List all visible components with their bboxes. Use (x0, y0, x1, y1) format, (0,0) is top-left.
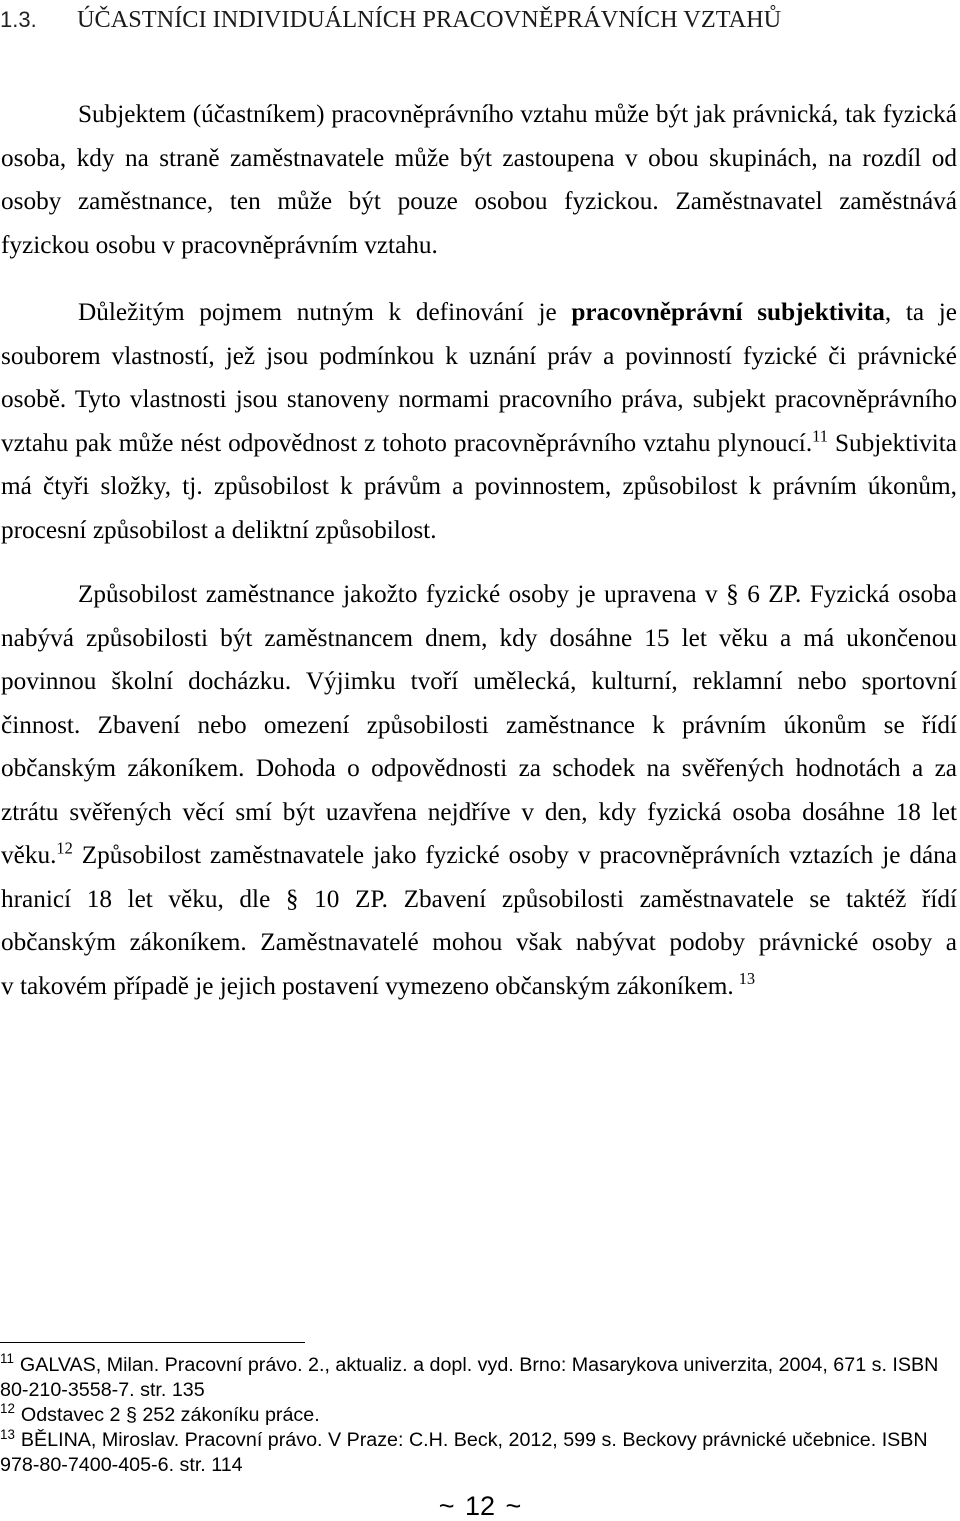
text-line: Způsobilost zaměstnance jakožto fyzické osoby je upravena v § 6 ZP. Fyzická osoba (78, 580, 957, 609)
footnote-ref: 11 (812, 426, 828, 446)
text-segment: , ta je (884, 298, 958, 327)
text-line: osoby zaměstnance, ten může být pouze osobou fyzickou. Zaměstnavatel zaměstnává (1, 187, 957, 216)
body-paragraph (1, 573, 957, 1008)
footnote-ref: 12 (56, 838, 73, 858)
footnote-number: 13 (0, 1426, 15, 1442)
footnote-text: BĚLINA, Miroslav. Pracovní právo. V Praze: C.H. Beck, 2012, 599 s. Beckovy právnické učebnice. ISBN (20, 1429, 928, 1452)
footnote-text: GALVAS, Milan. Pracovní právo. 2., aktualiz. a dopl. vyd. Brno: Masarykova univerzita, 2004, 671 s. ISBN (19, 1353, 939, 1376)
footnote-line (0, 1428, 958, 1453)
text-segment: Subjektivita (827, 428, 957, 457)
text-segment: věku. (1, 841, 57, 870)
footnote-separator (0, 1342, 305, 1343)
text-line: má čtyři složky, tj. způsobilost k právům a povinnostem, způsobilost k právním úkonům, (1, 472, 957, 501)
text-line: občanským zákoníkem. Dohoda o odpovědnosti za schodek na svěřených hodnotách a za (1, 754, 957, 783)
text-line: ztrátu svěřených věcí smí být uzavřena nejdříve v den, kdy fyzická osoba dosáhne 18 let (1, 797, 957, 826)
footnote (0, 1350, 958, 1403)
text-line: procesní způsobilost a deliktní způsobilost. (1, 515, 437, 544)
text-line: občanským zákoníkem. Zaměstnavatelé mohou však nabývat podoby právnické osoby a (1, 928, 957, 957)
footnote-line (0, 1378, 958, 1403)
footnote-line (0, 1350, 958, 1378)
text-segment: Důležitým pojmem nutným k definování je (78, 298, 572, 327)
text-segment: vztahu pak může nést odpovědnost z tohoto pracovněprávního vztahu plynoucí. (1, 428, 813, 457)
footnote-text: 80-210-3558-7. str. 135 (0, 1378, 205, 1401)
text-line: fyzickou osobu v pracovněprávním vztahu. (1, 230, 438, 259)
text-line: hranicí 18 let věku, dle § 10 ZP. Zbavení způsobilosti zaměstnavatele se taktéž řídí (1, 884, 957, 913)
page-number: ~ 12 ~ (438, 1491, 522, 1521)
body-paragraph (1, 93, 957, 267)
text-line: činnost. Zbavení nebo omezení způsobilosti zaměstnance k právním úkonům se řídí (1, 710, 957, 739)
text-line: nabývá způsobilosti být zaměstnancem dnem, kdy dosáhne 15 let věku a má ukončenou (1, 623, 957, 652)
text-line (1, 291, 957, 335)
body-paragraph (1, 291, 957, 552)
text-line (1, 965, 957, 1009)
text-line: souborem vlastností, jež jsou podmínkou k uznání práv a povinností fyzické či právnické (1, 341, 957, 370)
footnote (0, 1403, 958, 1428)
text-line: Subjektem (účastníkem) pracovněprávního vztahu může být jak právnická, tak fyzická (78, 100, 957, 129)
text-line: osobě. Tyto vlastnosti jsou stanoveny normami pracovního práva, subjekt pracovněprávního (1, 385, 957, 414)
section-number: 1.3. (0, 7, 37, 32)
footnotes (0, 1350, 958, 1479)
section-title: ÚČASTNÍCI INDIVIDUÁLNÍCH PRACOVNĚPRÁVNÍCH VZTAHŮ (77, 6, 782, 33)
footnote-number: 12 (0, 1401, 15, 1417)
text-line (1, 422, 957, 466)
text-line (1, 834, 957, 878)
text-line: osoba, kdy na straně zaměstnavatele může být zastoupena v obou skupinách, na rozdíl od (1, 143, 957, 172)
footnote-ref: 13 (738, 969, 756, 989)
footnote-number: 11 (0, 1350, 14, 1366)
footnote-line (0, 1403, 958, 1428)
bold-term: pracovněprávní subjektivita (571, 298, 885, 327)
footnote-line (0, 1453, 958, 1478)
text-line: povinnou školní docházku. Výjimku tvoří umělecká, kulturní, reklamní nebo sportovní (1, 667, 957, 696)
footnote-text: 978-80-7400-405-6. str. 114 (0, 1454, 243, 1477)
footnote (0, 1428, 958, 1478)
footnote-text: Odstavec 2 § 252 zákoníku práce. (20, 1403, 320, 1426)
text-segment: v takovém případě je jejich postavení vymezeno občanským zákoníkem. (1, 971, 734, 1000)
text-segment: Způsobilost zaměstnavatele jako fyzické osoby v pracovněprávních vztazích je dána (72, 841, 957, 870)
